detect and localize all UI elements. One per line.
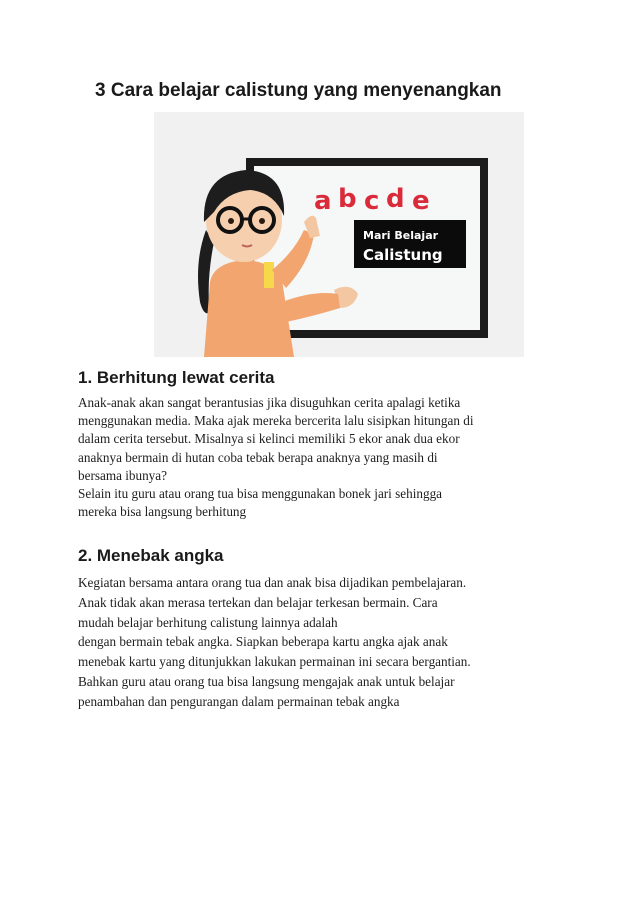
paragraph-line: mudah belajar berhitung calistung lainnya adalah [78, 614, 338, 630]
paragraph-line: Anak tidak akan merasa tertekan dan belajar terkesan bermain. Cara [78, 594, 438, 610]
paragraph-line: Bahkan guru atau orang tua bisa langsung mengajak anak untuk belajar [78, 673, 455, 689]
paragraph-line: dengan bermain tebak angka. Siapkan beberapa kartu angka ajak anak [78, 634, 448, 650]
letter-c: c [364, 186, 380, 216]
section1-paragraph [78, 394, 568, 521]
paragraph-line: Selain itu guru atau orang tua bisa menggunakan bonek jari sehingga [78, 486, 443, 502]
paragraph-line: menggunakan media. Maka ajak mereka bercerita lalu sisipkan hitungan di [78, 413, 474, 429]
paragraph-line: penambahan dan pengurangan dalam permainan tebak angka [78, 693, 400, 709]
paragraph-line: Kegiatan bersama antara orang tua dan anak bisa dijadikan pembelajaran. [78, 575, 467, 590]
section2-paragraph [78, 573, 568, 712]
paragraph-line: mereka bisa langsung berhitung [78, 504, 247, 520]
paragraph-line: dalam cerita tersebut. Misalnya si kelinci memiliki 5 ekor anak dua ekor [78, 431, 460, 447]
letter-b: b [338, 184, 357, 214]
letter-a: a [314, 186, 332, 216]
section1-heading: 1. Berhitung lewat cerita [78, 368, 275, 387]
paragraph-line: anaknya bermain di hutan coba tebak berapa anaknya yang masih di [78, 449, 438, 465]
letter-d: d [386, 184, 405, 214]
page-title: 3 Cara belajar calistung yang menyenangkan [95, 80, 502, 101]
section2-heading: 2. Menebak angka [78, 546, 224, 565]
label-line2: Calistung [363, 246, 443, 264]
paragraph-line: menebak kartu yang ditunjukkan lakukan permainan ini secara bergantian. [78, 654, 471, 670]
label-line1: Mari Belajar [363, 229, 439, 242]
hero-image [154, 112, 524, 357]
letter-e: e [412, 186, 430, 216]
paragraph-line: Anak-anak akan sangat berantusias jika disuguhkan cerita apalagi ketika [78, 395, 461, 410]
paragraph-line: bersama ibunya? [78, 467, 167, 483]
letter-group [314, 184, 430, 216]
